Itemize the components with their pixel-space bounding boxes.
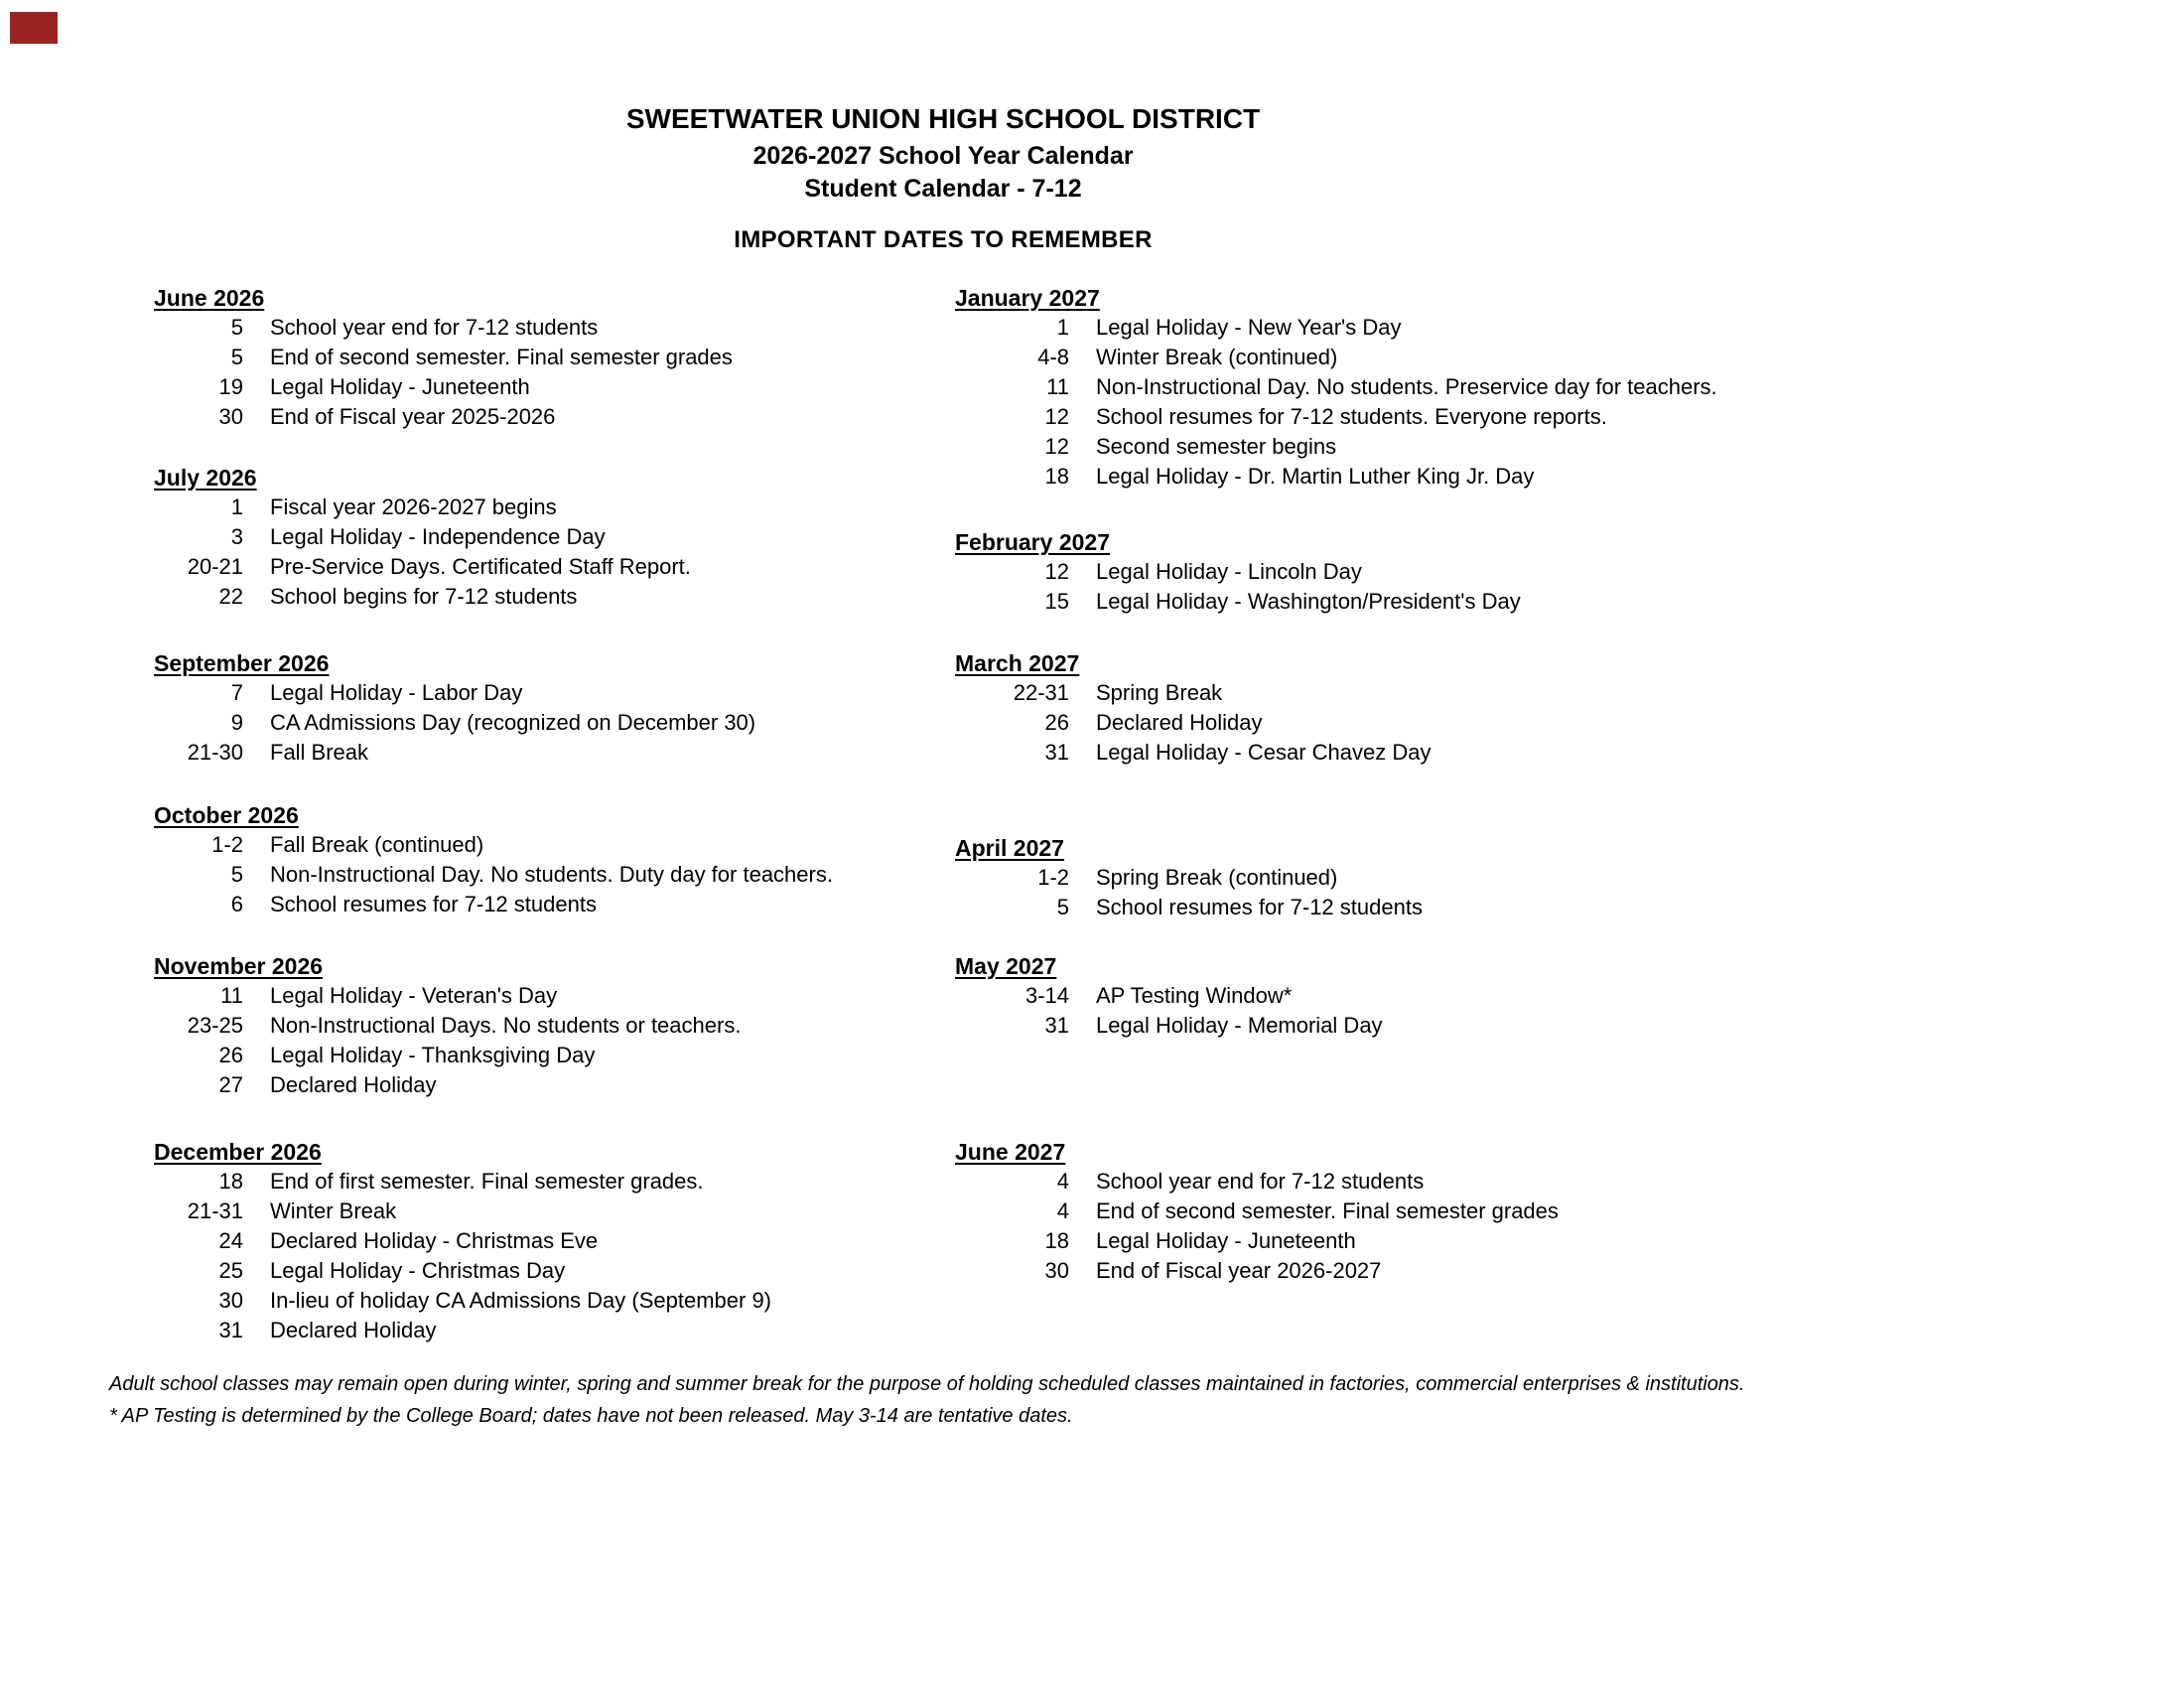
calendar-entry bbox=[154, 890, 833, 919]
calendar-entry bbox=[955, 587, 1521, 617]
month-heading: February 2027 bbox=[955, 529, 1110, 555]
entry-date: 27 bbox=[218, 1072, 243, 1097]
calendar-entry bbox=[154, 1316, 771, 1345]
month-section-november-2026 bbox=[154, 951, 741, 1100]
calendar-entry bbox=[154, 402, 733, 432]
calendar-entry bbox=[154, 981, 741, 1011]
calendar-entry bbox=[154, 1041, 741, 1070]
calendar-entry bbox=[955, 343, 1717, 372]
month-section-july-2026 bbox=[154, 463, 691, 612]
entry-description: Spring Break bbox=[1096, 680, 1223, 705]
corner-marker bbox=[10, 12, 58, 44]
month-heading: March 2027 bbox=[955, 650, 1080, 676]
entry-description: School year end for 7-12 students bbox=[270, 315, 599, 340]
calendar-entry bbox=[154, 343, 733, 372]
entry-description: AP Testing Window* bbox=[1096, 983, 1293, 1008]
entry-date: 21-30 bbox=[187, 740, 243, 765]
entry-date: 7 bbox=[230, 680, 243, 705]
calendar-entry bbox=[154, 1226, 771, 1256]
month-heading: October 2026 bbox=[154, 802, 299, 828]
entry-description: Legal Holiday - Veteran's Day bbox=[270, 983, 558, 1008]
entry-date: 31 bbox=[1044, 740, 1069, 765]
month-heading: November 2026 bbox=[154, 953, 324, 979]
entry-date: 12 bbox=[1044, 559, 1069, 584]
entry-description: School resumes for 7-12 students. Everyone reports. bbox=[1096, 404, 1607, 429]
entry-date: 30 bbox=[218, 1288, 243, 1313]
entry-date: 1-2 bbox=[211, 832, 243, 857]
entry-date: 4 bbox=[1056, 1169, 1069, 1194]
entry-description: End of second semester. Final semester grades bbox=[270, 345, 733, 369]
district-title: SWEETWATER UNION HIGH SCHOOL DISTRICT bbox=[625, 103, 1261, 134]
calendar-entry bbox=[955, 893, 1423, 922]
month-section-september-2026 bbox=[154, 648, 755, 768]
entry-description: Non-Instructional Days. No students or teachers. bbox=[270, 1013, 742, 1038]
entry-description: Declared Holiday - Christmas Eve bbox=[270, 1228, 599, 1253]
entry-date: 15 bbox=[1044, 589, 1069, 614]
calendar-entry bbox=[955, 372, 1717, 402]
calendar-entry bbox=[955, 402, 1717, 432]
entry-description: Legal Holiday - Labor Day bbox=[270, 680, 523, 705]
entry-description: Legal Holiday - Washington/President's Day bbox=[1096, 589, 1521, 614]
entry-date: 1 bbox=[230, 494, 243, 519]
entry-date: 9 bbox=[230, 710, 243, 735]
entry-date: 23-25 bbox=[187, 1013, 243, 1038]
entry-date: 26 bbox=[218, 1043, 243, 1067]
entry-description: Declared Holiday bbox=[1096, 710, 1263, 735]
calendar-entry bbox=[955, 678, 1432, 708]
entry-description: In-lieu of holiday CA Admissions Day (September 9) bbox=[270, 1288, 772, 1313]
calendar-entry bbox=[955, 1196, 1559, 1226]
entry-description: School resumes for 7-12 students bbox=[270, 892, 597, 916]
calendar-type-subtitle: Student Calendar - 7-12 bbox=[804, 175, 1082, 203]
entry-description: Non-Instructional Day. No students. Preservice day for teachers. bbox=[1096, 374, 1717, 399]
calendar-entry bbox=[955, 1256, 1559, 1286]
entry-date: 12 bbox=[1044, 404, 1069, 429]
entry-date: 22 bbox=[218, 584, 243, 609]
entry-date: 1 bbox=[1056, 315, 1069, 340]
calendar-entry bbox=[154, 1286, 771, 1316]
calendar-entry bbox=[154, 582, 691, 612]
calendar-entry bbox=[154, 552, 691, 582]
entry-date: 11 bbox=[1046, 374, 1069, 399]
month-heading: May 2027 bbox=[955, 953, 1057, 979]
entry-date: 31 bbox=[218, 1318, 243, 1342]
calendar-entry bbox=[154, 1256, 771, 1286]
entry-description: Legal Holiday - Juneteenth bbox=[270, 374, 530, 399]
entry-description: Winter Break bbox=[270, 1198, 397, 1223]
entry-date: 21-31 bbox=[187, 1198, 243, 1223]
entry-date: 4 bbox=[1056, 1198, 1069, 1223]
entry-date: 6 bbox=[230, 892, 243, 916]
entry-description: Legal Holiday - New Year's Day bbox=[1096, 315, 1402, 340]
calendar-entry bbox=[154, 1167, 771, 1196]
month-section-may-2027 bbox=[955, 951, 1383, 1041]
entry-date: 4-8 bbox=[1037, 345, 1069, 369]
entry-description: Legal Holiday - Lincoln Day bbox=[1096, 559, 1362, 584]
calendar-entry bbox=[955, 1167, 1559, 1196]
entry-description: Legal Holiday - Thanksgiving Day bbox=[270, 1043, 596, 1067]
month-section-january-2027 bbox=[955, 283, 1717, 492]
entry-date: 25 bbox=[218, 1258, 243, 1283]
calendar-entry bbox=[154, 830, 833, 860]
entry-description: Fall Break bbox=[270, 740, 369, 765]
entry-date: 5 bbox=[230, 862, 243, 887]
entry-date: 26 bbox=[1044, 710, 1069, 735]
entry-date: 24 bbox=[218, 1228, 243, 1253]
calendar-entry bbox=[955, 863, 1423, 893]
entry-date: 1-2 bbox=[1037, 865, 1069, 890]
entry-description: Winter Break (continued) bbox=[1096, 345, 1338, 369]
entry-description: Fall Break (continued) bbox=[270, 832, 484, 857]
month-heading: June 2026 bbox=[154, 285, 265, 311]
calendar-entry bbox=[154, 860, 833, 890]
month-section-february-2027 bbox=[955, 527, 1521, 617]
calendar-entry bbox=[154, 1070, 741, 1100]
month-heading: June 2027 bbox=[955, 1139, 1066, 1165]
entry-date: 5 bbox=[1056, 895, 1069, 919]
entry-description: Legal Holiday - Dr. Martin Luther King Jr. Day bbox=[1096, 464, 1535, 489]
footnote-adult-school: Adult school classes may remain open during winter, spring and summer break for the purpose of holding scheduled classes maintained in factories, commercial enterprises & institutions. bbox=[109, 1373, 1745, 1395]
month-section-april-2027 bbox=[955, 833, 1423, 922]
entry-description: Pre-Service Days. Certificated Staff Report. bbox=[270, 554, 691, 579]
calendar-entry bbox=[154, 1196, 771, 1226]
month-section-june-2026 bbox=[154, 283, 733, 432]
entry-date: 30 bbox=[1044, 1258, 1069, 1283]
important-dates-heading: IMPORTANT DATES TO REMEMBER bbox=[734, 226, 1153, 253]
entry-description: End of Fiscal year 2026-2027 bbox=[1096, 1258, 1382, 1283]
entry-date: 30 bbox=[218, 404, 243, 429]
entry-date: 19 bbox=[218, 374, 243, 399]
calendar-entry bbox=[955, 557, 1521, 587]
entry-date: 18 bbox=[218, 1169, 243, 1194]
entry-description: End of first semester. Final semester grades. bbox=[270, 1169, 704, 1194]
entry-description: School resumes for 7-12 students bbox=[1096, 895, 1423, 919]
calendar-entry bbox=[154, 492, 691, 522]
calendar-entry bbox=[154, 372, 733, 402]
calendar-entry bbox=[955, 1011, 1383, 1041]
calendar-entry bbox=[955, 738, 1432, 768]
entry-description: Second semester begins bbox=[1096, 434, 1337, 459]
entry-description: Legal Holiday - Christmas Day bbox=[270, 1258, 566, 1283]
calendar-entry bbox=[154, 738, 755, 768]
month-heading: December 2026 bbox=[154, 1139, 322, 1165]
calendar-entry bbox=[955, 1226, 1559, 1256]
entry-description: Legal Holiday - Memorial Day bbox=[1096, 1013, 1383, 1038]
entry-date: 12 bbox=[1044, 434, 1069, 459]
entry-date: 31 bbox=[1044, 1013, 1069, 1038]
entry-date: 5 bbox=[230, 345, 243, 369]
entry-date: 22-31 bbox=[1013, 680, 1069, 705]
month-section-march-2027 bbox=[955, 648, 1432, 768]
entry-date: 11 bbox=[220, 983, 243, 1008]
entry-date: 5 bbox=[230, 315, 243, 340]
calendar-entry bbox=[955, 708, 1432, 738]
footnote-ap-testing: * AP Testing is determined by the College Board; dates have not been released. May 3-14 are tentative dates. bbox=[109, 1405, 1073, 1427]
calendar-entry bbox=[154, 313, 733, 343]
calendar-year-subtitle: 2026-2027 School Year Calendar bbox=[752, 142, 1134, 170]
entry-description: CA Admissions Day (recognized on December 30) bbox=[270, 710, 756, 735]
calendar-entry bbox=[955, 432, 1717, 462]
entry-description: Spring Break (continued) bbox=[1096, 865, 1338, 890]
footnotes bbox=[109, 1368, 1745, 1432]
entry-description: End of second semester. Final semester grades bbox=[1096, 1198, 1559, 1223]
entry-description: Legal Holiday - Independence Day bbox=[270, 524, 606, 549]
calendar-entry bbox=[955, 462, 1717, 492]
month-section-june-2027 bbox=[955, 1137, 1559, 1286]
entry-description: Declared Holiday bbox=[270, 1072, 437, 1097]
calendar-entry bbox=[154, 678, 755, 708]
month-heading: September 2026 bbox=[154, 650, 330, 676]
entry-description: Legal Holiday - Cesar Chavez Day bbox=[1096, 740, 1432, 765]
calendar-entry bbox=[154, 1011, 741, 1041]
entry-description: School year end for 7-12 students bbox=[1096, 1169, 1425, 1194]
month-heading: July 2026 bbox=[154, 465, 257, 491]
entry-description: Declared Holiday bbox=[270, 1318, 437, 1342]
month-section-december-2026 bbox=[154, 1137, 771, 1345]
entry-date: 18 bbox=[1044, 464, 1069, 489]
entry-description: Non-Instructional Day. No students. Duty day for teachers. bbox=[270, 862, 833, 887]
month-heading: April 2027 bbox=[955, 835, 1064, 861]
calendar-entry bbox=[154, 708, 755, 738]
month-section-october-2026 bbox=[154, 800, 833, 919]
entry-description: Legal Holiday - Juneteenth bbox=[1096, 1228, 1356, 1253]
entry-date: 18 bbox=[1044, 1228, 1069, 1253]
calendar-entry bbox=[955, 981, 1383, 1011]
entry-description: School begins for 7-12 students bbox=[270, 584, 578, 609]
entry-description: End of Fiscal year 2025-2026 bbox=[270, 404, 556, 429]
month-heading: January 2027 bbox=[955, 285, 1100, 311]
calendar-entry bbox=[955, 313, 1717, 343]
entry-date: 20-21 bbox=[187, 554, 243, 579]
calendar-entry bbox=[154, 522, 691, 552]
entry-description: Fiscal year 2026-2027 begins bbox=[270, 494, 557, 519]
entry-date: 3 bbox=[230, 524, 243, 549]
entry-date: 3-14 bbox=[1024, 983, 1069, 1008]
